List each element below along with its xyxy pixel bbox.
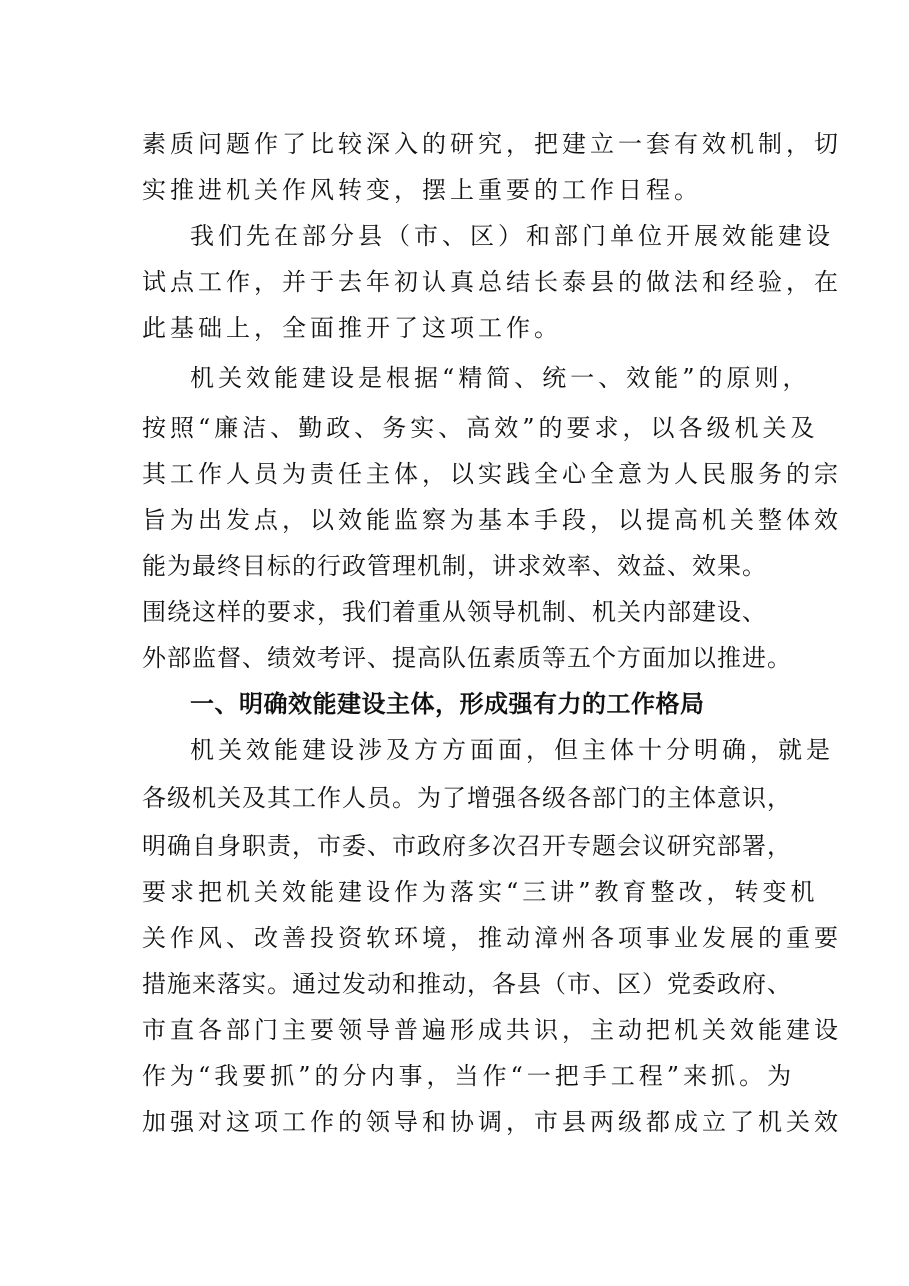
text-line: 关作风、改善投资软环境，推动漳州各项事业发展的重要 bbox=[142, 924, 842, 952]
text-line: 各级机关及其工作人员。为了增强各级各部门的主体意识， bbox=[142, 784, 792, 812]
text-line: 作为“我要抓”的分内事，当作“一把手工程”来抓。为 bbox=[142, 1062, 796, 1090]
text-line: 按照“廉洁、勤政、务实、高效”的要求，以各级机关及 bbox=[142, 414, 819, 442]
text-line: 试点工作，并于去年初认真总结长泰县的做法和经验，在 bbox=[142, 268, 842, 296]
text-line: 此基础上，全面推开了这项工作。 bbox=[142, 314, 562, 342]
paragraph-first-line: 我们先在部分县（市、区）和部门单位开展效能建设 bbox=[190, 222, 834, 250]
text-line: 市直各部门主要领导普遍形成共识，主动把机关效能建设 bbox=[142, 1016, 842, 1044]
text-line: 措施来落实。通过发动和推动，各县（市、区）党委政府、 bbox=[142, 970, 792, 998]
text-line: 要求把机关效能建设作为落实“三讲”教育整改，转变机 bbox=[142, 878, 819, 906]
text-line: 明确自身职责，市委、市政府多次召开专题会议研究部署， bbox=[142, 832, 792, 860]
paragraph-first-line: 机关效能建设是根据“精简、统一、效能”的原则， bbox=[190, 364, 811, 392]
paragraph-first-line: 机关效能建设涉及方方面面，但主体十分明确，就是 bbox=[190, 736, 834, 764]
section-heading: 一、明确效能建设主体，形成强有力的工作格局 bbox=[190, 690, 705, 718]
text-line: 加强对这项工作的领导和协调，市县两级都成立了机关效 bbox=[142, 1108, 842, 1136]
text-line: 旨为出发点，以效能监察为基本手段，以提高机关整体效 bbox=[142, 506, 842, 534]
text-line: 其工作人员为责任主体，以实践全心全意为人民服务的宗 bbox=[142, 460, 842, 488]
text-line: 围绕这样的要求，我们着重从领导机制、机关内部建设、 bbox=[142, 598, 767, 626]
text-line: 能为最终目标的行政管理机制，讲求效率、效益、效果。 bbox=[142, 552, 767, 580]
text-line: 实推进机关作风转变，摆上重要的工作日程。 bbox=[142, 176, 702, 204]
text-line: 素质问题作了比较深入的研究，把建立一套有效机制，切 bbox=[142, 130, 842, 158]
text-line: 外部监督、绩效考评、提高队伍素质等五个方面加以推进。 bbox=[142, 644, 792, 672]
